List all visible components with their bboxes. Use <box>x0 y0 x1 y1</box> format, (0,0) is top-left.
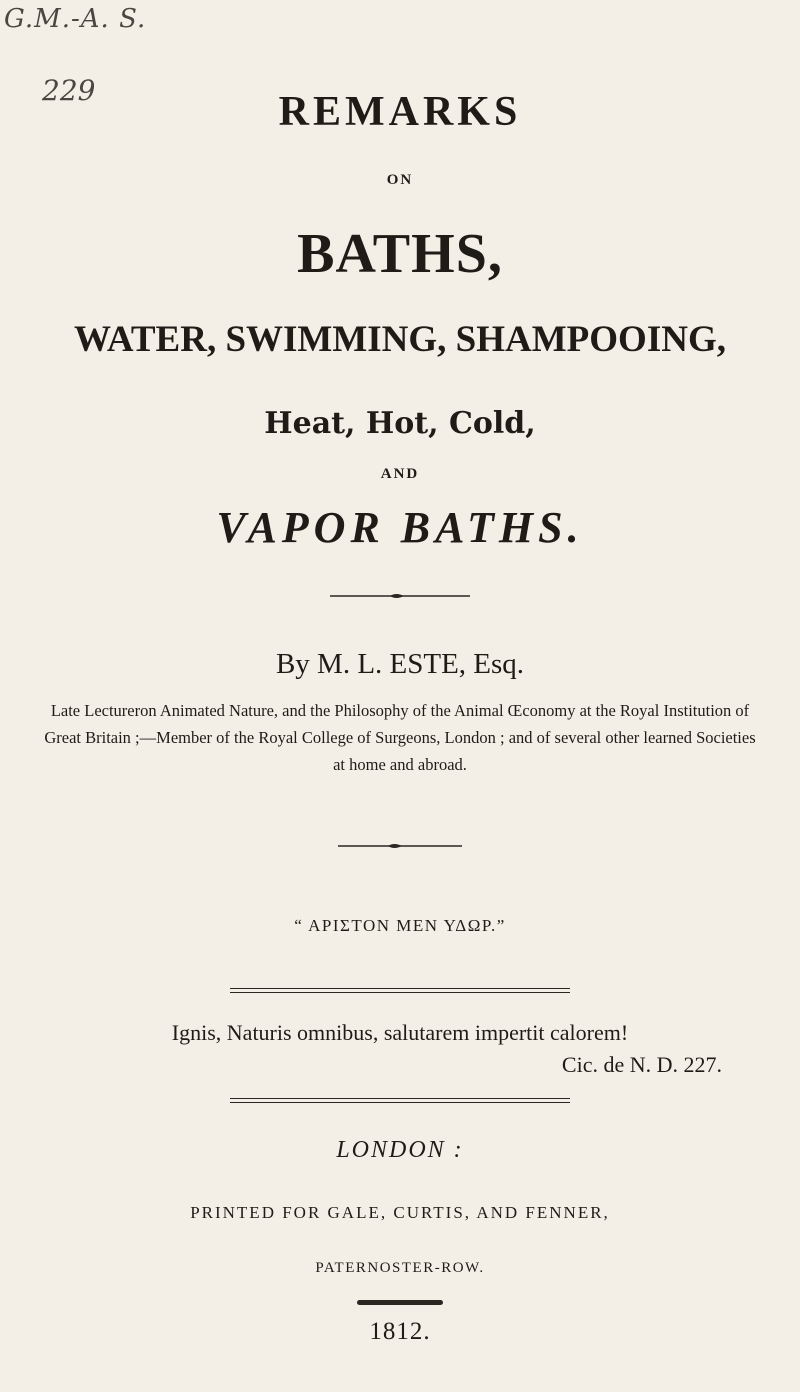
title-remarks: REMARKS <box>278 89 522 135</box>
epigraph-citation: Cic. de N. D. 227. <box>561 1052 722 1077</box>
double-rule-bottom <box>230 1098 570 1103</box>
title-vapor-baths: VAPOR BATHS. <box>216 503 584 552</box>
title-subtitle: WATER, SWIMMING, SHAMPOOING, <box>74 319 726 360</box>
latin-epigraph: Ignis, Naturis omnibus, salutarem impertit calorem! <box>171 1020 629 1045</box>
handwritten-number: 229 <box>42 74 96 107</box>
ornament-rule-icon <box>330 592 470 600</box>
title-on: ON <box>386 172 414 188</box>
handwritten-shelfmark: G.M.-A. S. <box>4 4 147 34</box>
title-and: AND <box>380 466 420 482</box>
title-baths: BATHS, <box>297 223 503 285</box>
short-rule <box>357 1300 443 1305</box>
greek-epigraph: “ ΑΡΙΣΤΟΝ ΜΕΝ ΥΔΩΡ.” <box>294 916 506 935</box>
author-by: By <box>275 648 310 680</box>
imprint-street: PATERNOSTER-ROW. <box>315 1260 485 1276</box>
double-rule-top <box>230 988 570 993</box>
author-line <box>0 648 800 681</box>
imprint-year: 1812. <box>369 1318 431 1345</box>
title-blackletter-line: Heat, Hot, Cold, <box>264 406 536 441</box>
imprint-printer: PRINTED FOR GALE, CURTIS, AND FENNER, <box>190 1203 610 1222</box>
imprint-city: LONDON : <box>336 1137 464 1163</box>
author-name: M. L. ESTE, Esq. <box>317 648 525 680</box>
author-credentials: Late Lectureron Animated Nature, and the Philosophy of the Animal Œconomy at the Royal Institution of Great Britain ;—Member of the Royal College of Surgeons, London ; and of several other learned Societies at home and abroad. <box>44 701 756 774</box>
ornament-rule-small-icon <box>338 842 462 850</box>
